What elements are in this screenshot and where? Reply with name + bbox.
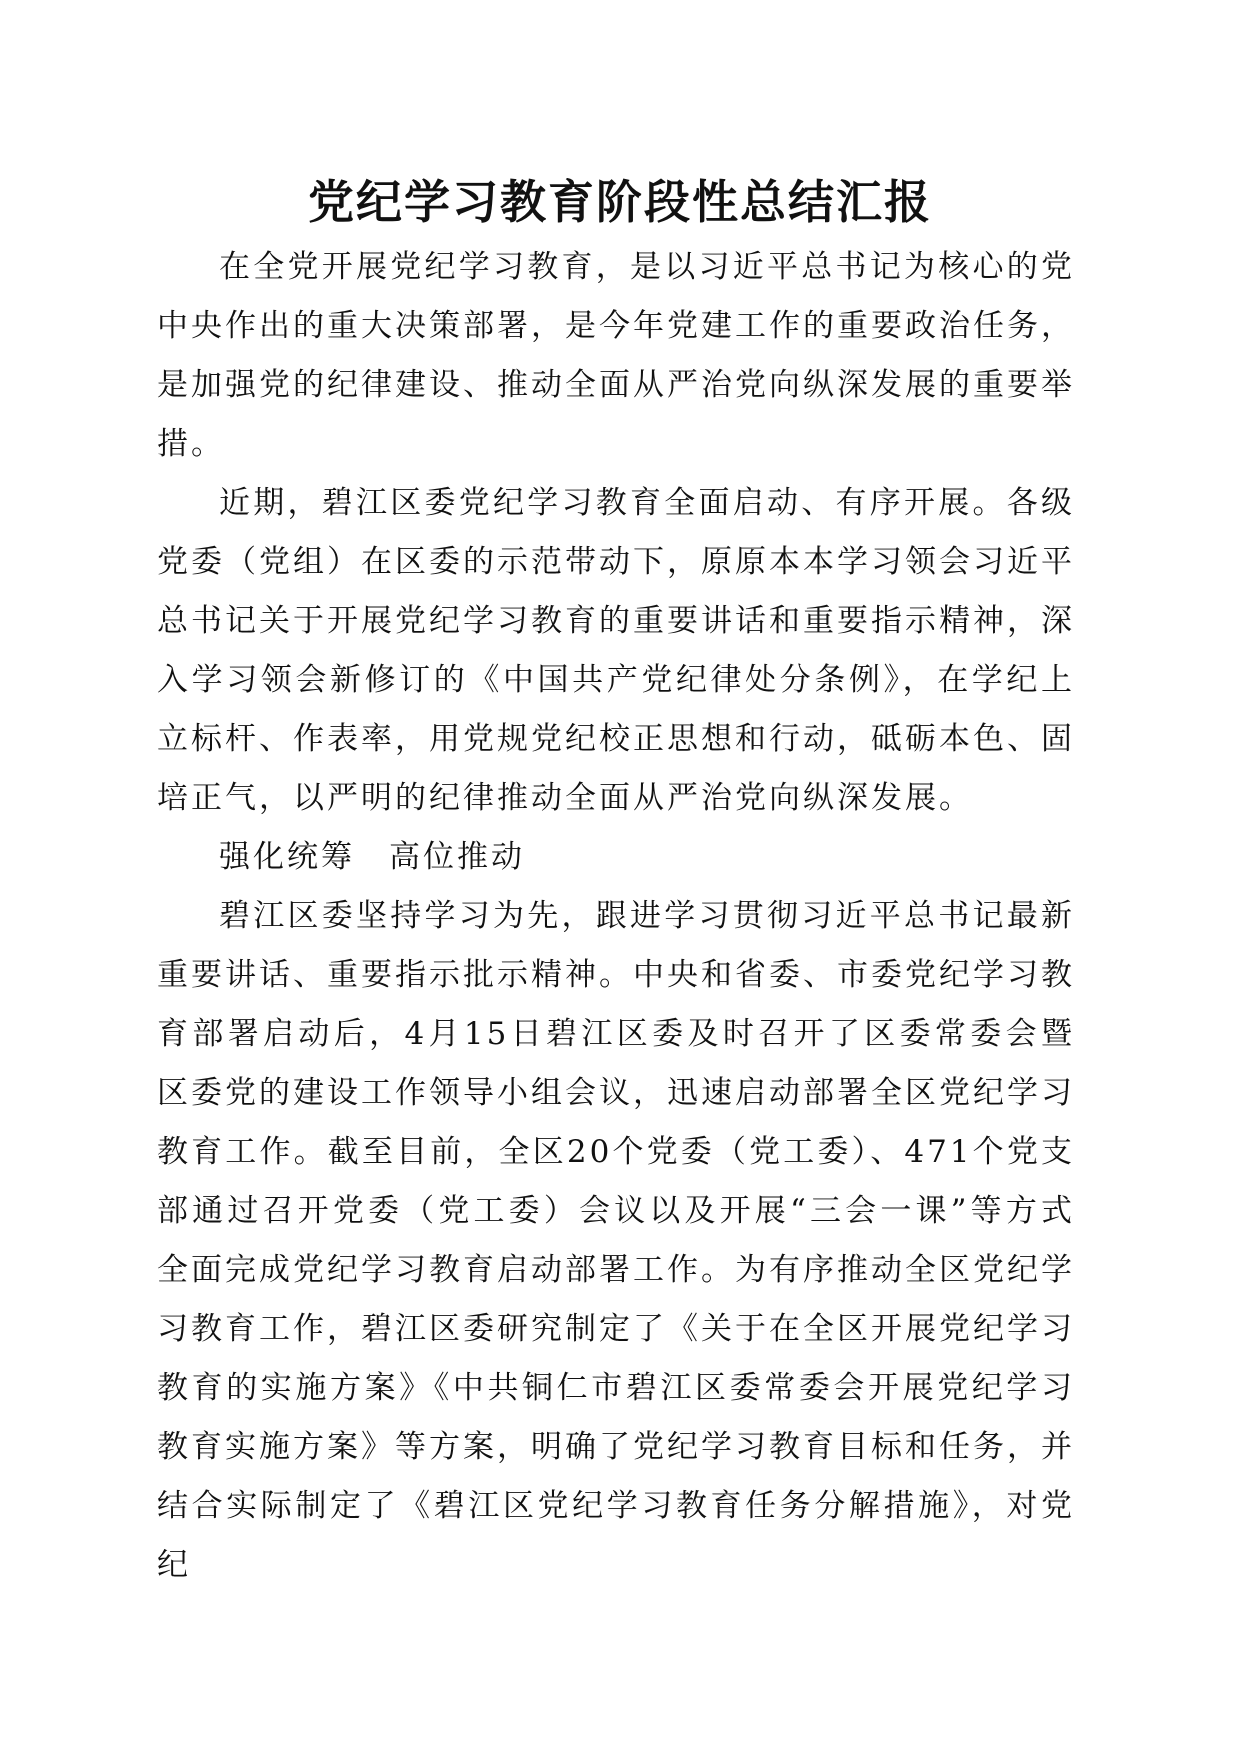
document-body [157,238,1075,1595]
progress-paragraph: 近期，碧江区委党纪学习教育全面启动、有序开展。各级党委（党组）在区委的示范带动下，原原本本学习领会习近平总书记关于开展党纪学习教育的重要讲话和重要指示精神，深入学习领会新修订的《中国共产党纪律处分条例》，在学纪上立标杆、作表率，用党规党纪校正思想和行动，砥砺本色、固培正气，以严明的纪律推动全面从严治党向纵深发展。 [157,485,1075,816]
document-title: 党纪学习教育阶段性总结汇报 [308,175,932,229]
section-paragraph: 碧江区委坚持学习为先，跟进学习贯彻习近平总书记最新重要讲话、重要指示批示精神。中央和省委、市委党纪学习教育部署启动后，4月15日碧江区委及时召开了区委常委会暨区委党的建设工作领导小组会议，迅速启动部署全区党纪学习教育工作。截至目前，全区20个党委（党工委）、471个党支部通过召开党委（党工委）会议以及开展“三会一课”等方式全面完成党纪学习教育启动部署工作。为有序推动全区党纪学习教育工作，碧江区委研究制定了《关于在全区开展党纪学习教育的实施方案》《中共铜仁市碧江区委常委会开展党纪学习教育实施方案》等方案，明确了党纪学习教育目标和任务，并结合实际制定了《碧江区党纪学习教育任务分解措施》，对党纪 [157,898,1075,1583]
section-heading: 强化统筹 高位推动 [219,839,525,875]
intro-paragraph: 在全党开展党纪学习教育，是以习近平总书记为核心的党中央作出的重大决策部署，是今年党建工作的重要政治任务，是加强党的纪律建设、推动全面从严治党向纵深发展的重要举措。 [157,249,1075,462]
